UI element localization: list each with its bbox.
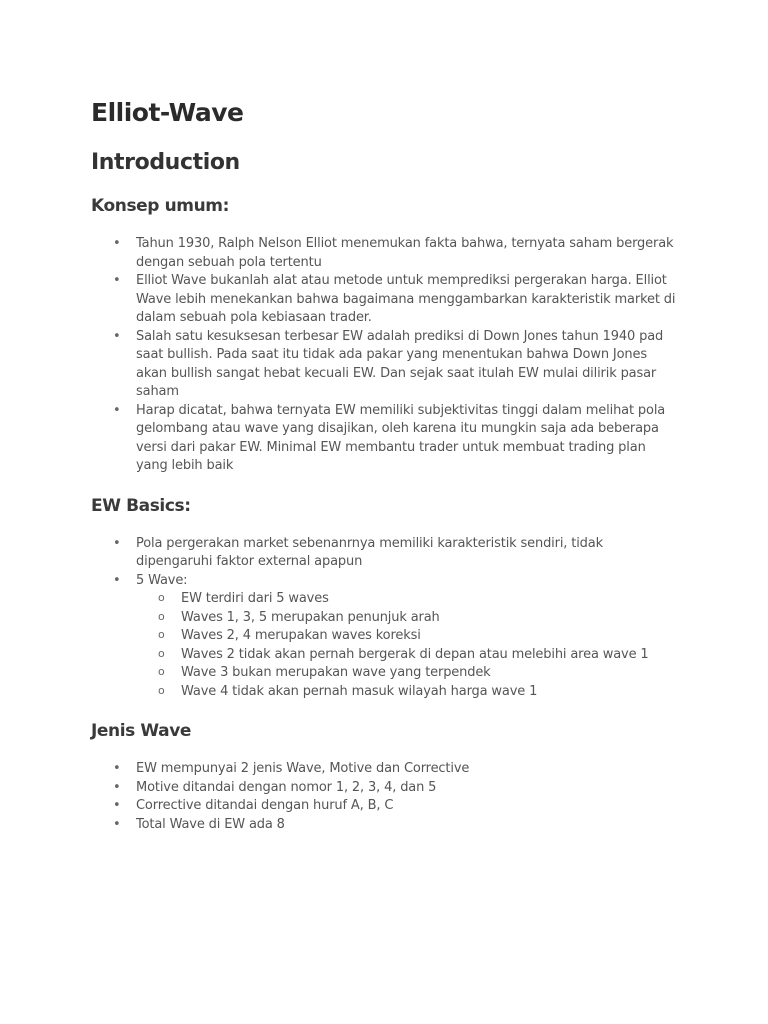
list-item-5-wave	[91, 572, 681, 702]
list-item: • Corrective ditandai dengan huruf A, B, C	[91, 797, 681, 816]
list-item: • Harap dicatat, bahwa ternyata EW memiliki subjektivitas tinggi dalam melihat pola gelombang atau wave yang disajikan, oleh karena itu mungkin saja ada beberapa versi dari pakar EW. Minimal EW membantu trader untuk membuat trading plan yang lebih baik	[91, 402, 681, 476]
list-item: • Tahun 1930, Ralph Nelson Elliot menemukan fakta bahwa, ternyata saham bergerak dengan sebuah pola tertentu	[91, 235, 681, 272]
list-item: • Salah satu kesuksesan terbesar EW adalah prediksi di Down Jones tahun 1940 pad saat bullish. Pada saat itu tidak ada pakar yang menentukan bahwa Down Jones akan bullish sangat hebat kecuali EW. Dan sejak saat itulah EW mulai dilirik pasar saham	[91, 328, 681, 402]
list-item: • Total Wave di EW ada 8	[91, 816, 681, 835]
sub-list-item: o Waves 2, 4 merupakan waves koreksi	[136, 627, 681, 646]
sub-list-item: o Waves 1, 3, 5 merupakan penunjuk arah	[136, 609, 681, 628]
heading-jenis-wave: Jenis Wave	[91, 721, 192, 741]
heading-ew-basics: EW Basics:	[91, 495, 191, 516]
jenis-wave-list	[91, 760, 681, 834]
list-item: • Pola pergerakan market sebenanrnya memiliki karakteristik sendiri, tidak dipengaruhi faktor external apapun	[91, 535, 681, 572]
ew-basics-list	[91, 535, 681, 702]
document-title: Elliot-Wave	[91, 98, 244, 127]
5-wave-sub-list	[136, 590, 681, 701]
list-item: • Motive ditandai dengan nomor 1, 2, 3, 4, dan 5	[91, 779, 681, 798]
sub-list-item: o Waves 2 tidak akan pernah bergerak di depan atau melebihi area wave 1	[136, 646, 681, 665]
list-item: • Elliot Wave bukanlah alat atau metode untuk memprediksi pergerakan harga. Elliot Wave lebih menekankan bahwa bagaimana menggambarkan karakteristik market di dalam sebuah pola kebiasaan trader.	[91, 272, 681, 328]
list-item: • EW mempunyai 2 jenis Wave, Motive dan Corrective	[91, 760, 681, 779]
heading-konsep-umum: Konsep umum:	[91, 196, 230, 216]
sub-list-item: o Wave 4 tidak akan pernah masuk wilayah harga wave 1	[136, 683, 681, 702]
document-content	[91, 96, 681, 834]
section-title-introduction: Introduction	[91, 150, 240, 175]
sub-list-item: o EW terdiri dari 5 waves	[136, 590, 681, 609]
sub-list-item: o Wave 3 bukan merupakan wave yang terpendek	[136, 664, 681, 683]
list-item-label: 5 Wave:	[136, 572, 188, 588]
konsep-umum-list	[91, 235, 681, 476]
